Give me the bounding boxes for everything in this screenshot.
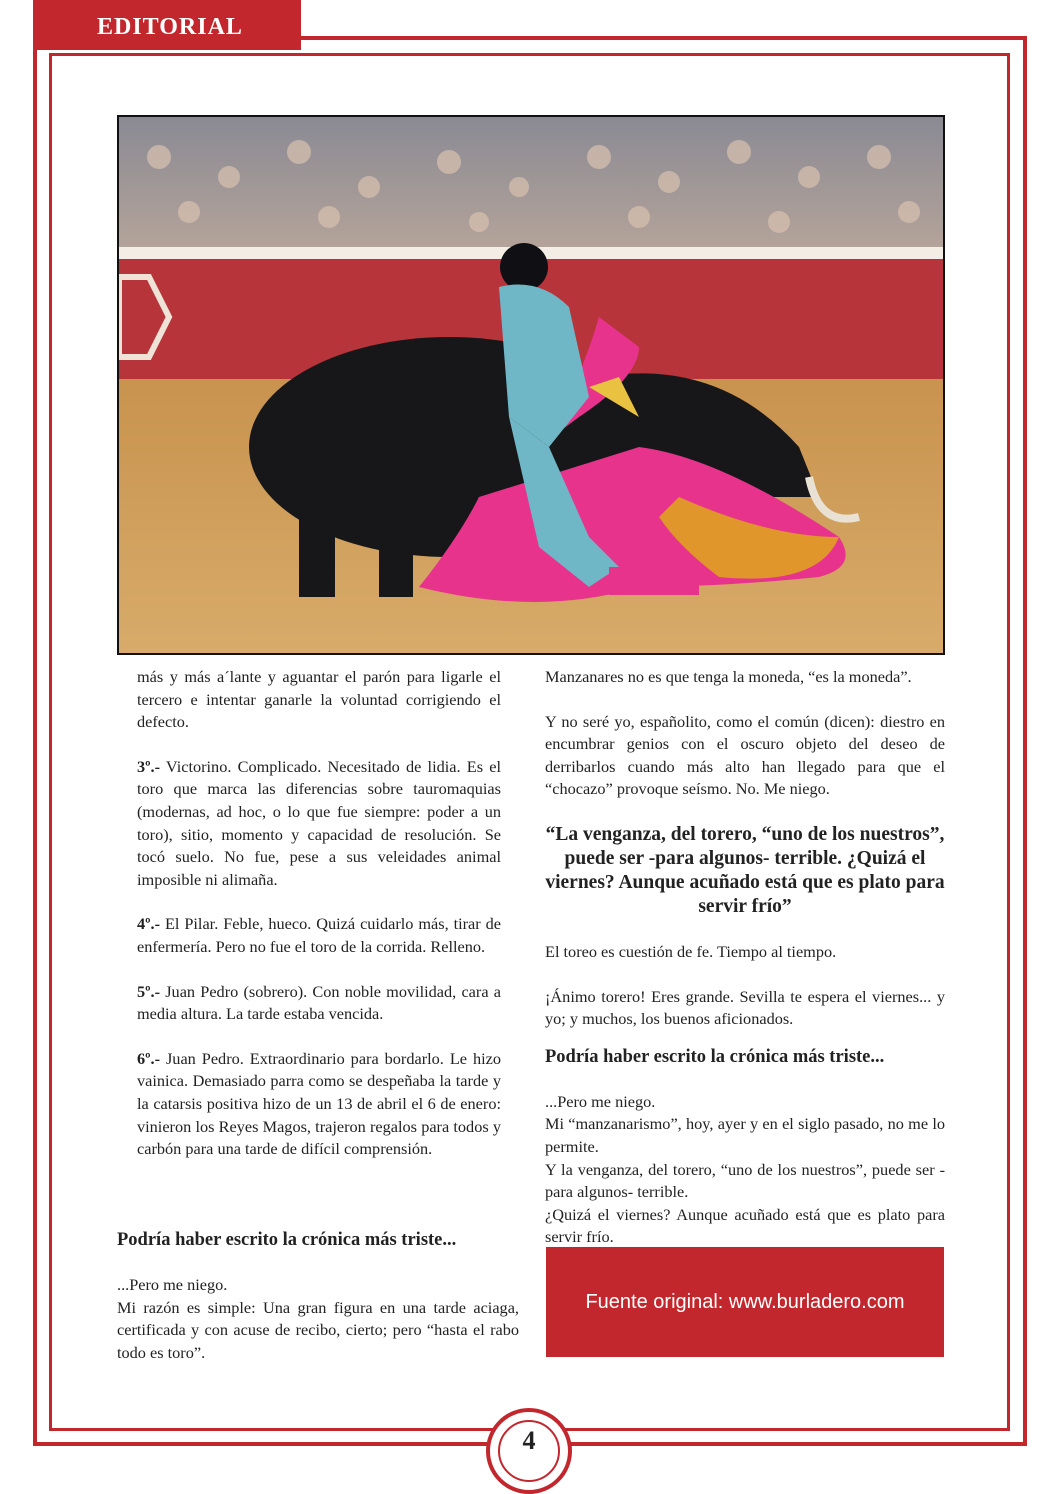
paragraph-text: Victorino. Complicado. Necesitado de lidia. Es el toro que marca las diferencias sobre tauromaquias (modernas, ad hoc, o lo que fue siempre: poder a un toro), sitio, momento y capacidad de resolución. Se tocó suelo. No fue, pese a sus veleidades animal imposible ni alimaña. — [137, 756, 501, 889]
left-column-bottom — [117, 1228, 519, 1364]
paragraph: ¡Ánimo torero! Eres grande. Sevilla te espera el viernes... y yo; y muchos, los buenos aficionados. — [545, 986, 945, 1029]
bull-number: 6º.- — [137, 1048, 161, 1068]
paragraph: ¿Quizá el viernes? Aunque acuñado está que es plato para servir frío. — [545, 1204, 945, 1247]
paragraph — [137, 981, 501, 1026]
paragraph-text: Juan Pedro. Extraordinario para bordarlo. Le hizo vainica. Demasiado parra como se despeñaba la tarde y la catarsis positiva hizo de un 13 de abril el 6 de enero: vinieron los Reyes Magos, trajeron regalos para todos y carbón para una tarde de difícil comprensión. — [137, 1048, 501, 1159]
subheading: Podría haber escrito la crónica más triste... — [117, 1230, 457, 1250]
subheading: Podría haber escrito la crónica más triste... — [545, 1046, 885, 1067]
paragraph: El toreo es cuestión de fe. Tiempo al tiempo. — [545, 941, 837, 961]
pull-quote: “La venganza, del torero, “uno de los nuestros”, puede ser -para algunos- terrible. ¿Quizá el viernes? Aunque acuñado está que es plato para servir frío” — [545, 823, 945, 917]
paragraph: más y más a´lante y aguantar el parón para ligarle el tercero e intentar ganarle la voluntad corrigiendo el defecto. — [137, 667, 501, 732]
bullfight-photo — [117, 115, 945, 655]
right-column — [545, 666, 945, 1249]
paragraph-text: Juan Pedro (sobrero). Con noble movilidad, cara a media altura. La tarde estaba vencida. — [137, 981, 501, 1024]
paragraph — [137, 913, 501, 958]
paragraph-text: El Pilar. Feble, hueco. Quizá cuidarlo más, tirar de enfermería. Pero no fue el toro de la corrida. Relleno. — [137, 914, 501, 956]
paragraph: Mi “manzanarismo”, hoy, ayer y en el siglo pasado, no me lo permite. — [545, 1114, 945, 1156]
paragraph — [137, 1048, 501, 1161]
section-label: EDITORIAL — [97, 14, 243, 40]
paragraph — [137, 756, 501, 892]
page-number: 4 — [522, 1426, 536, 1455]
bull-number: 5º.- — [137, 981, 161, 1001]
bull-number: 3º.- — [137, 756, 161, 776]
paragraph: Y no seré yo, españolito, como el común (dicen): diestro en encumbrar genios con el oscuro objeto del deseo de derribarlos cuando más alto han llegado para que el “chocazo” provoque seísmo. No. Me niego. — [545, 711, 945, 799]
left-column — [137, 666, 501, 1183]
bull-number: 4º.- — [137, 914, 161, 934]
page-number-badge — [486, 1408, 572, 1494]
paragraph: Y la venganza, del torero, “uno de los nuestros”, puede ser -para algunos- terrible. — [545, 1159, 945, 1202]
paragraph: Mi razón es simple: Una gran figura en una tarde aciaga, certificada y con acuse de recibo, cierto; pero “hasta el rabo todo es toro”. — [117, 1297, 519, 1362]
paragraph: ...Pero me niego. — [545, 1091, 656, 1111]
source-box — [546, 1247, 944, 1357]
paragraph: Manzanares no es que tenga la moneda, “es la moneda”. — [545, 667, 912, 686]
source-link[interactable]: Fuente original: www.burladero.com — [585, 1290, 905, 1313]
paragraph: ...Pero me niego. — [117, 1275, 228, 1294]
